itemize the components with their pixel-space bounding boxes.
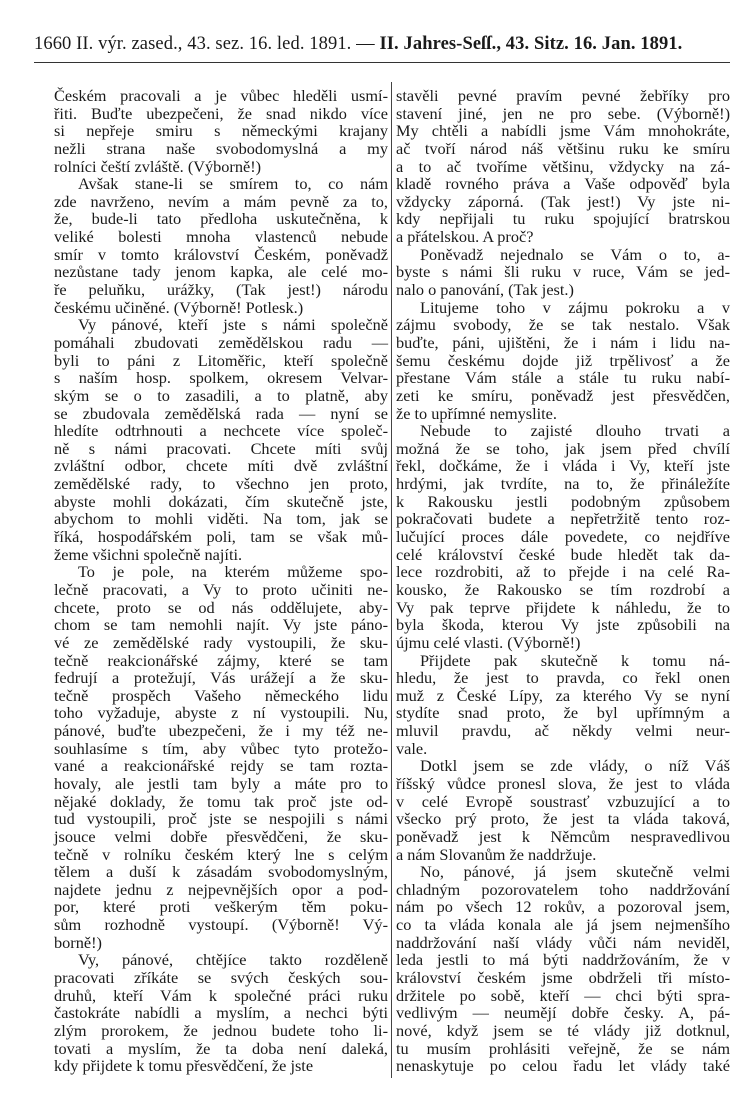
text-line: Poněvadž nejednalo se Vám o to, a- <box>420 244 730 264</box>
text-line: Českém pracovali a je vůbec hleděli usmí- <box>54 86 388 105</box>
column-divider <box>391 82 392 1078</box>
running-header <box>34 34 728 55</box>
text-line: Vy pánové, kteří jste s námi společně <box>78 315 388 335</box>
text-line: chom se tam nemohli najít. Vy jste páno- <box>54 615 388 635</box>
text-line: byste s námi šli ruku v ruce, Vám se jed- <box>396 262 730 282</box>
text-line: My chtěli a nabídli jsme Vám mnohokráte, <box>396 121 730 141</box>
text-line: lece rozdrobiti, až to přejde i na celé Ra- <box>396 562 730 582</box>
text-line: říká, hospodářském poli, tam se však mů- <box>54 527 388 547</box>
text-line: nenaskytuje po celou řadu let vlády také <box>396 1056 730 1076</box>
text-line: řekl, dočkáme, že i vláda i Vy, kteří jste <box>396 456 730 476</box>
text-line: No, pánové, já jsem skutečně velmi <box>420 862 730 882</box>
text-line: Avšak stane-li se smírem to, co nám <box>78 174 388 194</box>
text-line: byla škoda, kterou Vy jste způsobili na <box>396 615 730 635</box>
text-line: hovaly, ale jestli tam byly a máte pro to <box>54 773 388 793</box>
text-line: pokračovati budete a nepřetržitě tento roz- <box>396 509 730 529</box>
text-line: vedlivým — neumějí dobře česky. A, pá- <box>396 1003 730 1023</box>
text-line: tovati a myslím, že ta doba není daleká, <box>54 1038 388 1058</box>
text-line: možná že se toho, jak jsem před chvílí <box>396 438 730 458</box>
right-column <box>396 87 730 1075</box>
text-line: nalo o panování, (Tak jest.) <box>396 280 574 300</box>
text-line: tělem a duší k zásadám svobodomyslným, <box>54 862 388 882</box>
text-line: ským se o to zasadili, a to platně, aby <box>54 385 388 405</box>
text-line: To je pole, na kterém můžeme spo- <box>78 562 388 582</box>
text-line: a nám Slovanům že naddržuje. <box>396 844 597 864</box>
text-line: ač tvoří národ náš většinu ruku ke smíru <box>396 138 730 158</box>
text-line: království českém jsme obdrželi tři místo- <box>396 968 730 988</box>
text-line: k Rakousku jestli podobným způsobem <box>396 491 730 511</box>
text-line: stydíte snad proto, že byl upřímným a <box>396 703 730 723</box>
text-line: abychom to mohli viděti. Na tom, jak se <box>54 509 388 529</box>
text-line: říšský vůdce pronesl slova, že jest to vláda <box>396 773 730 793</box>
text-line: buďte, páni, ujištěni, že i nám i lidu na- <box>396 332 730 352</box>
text-line: zeti ke smíru, poněvadž jest přesvědčen, <box>396 385 730 405</box>
text-line: s naším hosp. spolkem, okresem Velvar- <box>54 368 388 388</box>
text-line: všecko prý proto, že jest ta vláda taková, <box>396 809 730 829</box>
text-line: Vy, pánové, chtějíce takto rozděleně <box>78 950 388 970</box>
text-line: zájmu svobody, že se tak nestalo. Však <box>396 315 730 335</box>
text-line: stavení jiné, jen ne pro sebe. (Výborně!) <box>396 103 730 123</box>
text-line: ře peluňku, urážky, (Tak jest!) národu <box>54 280 388 300</box>
text-line: Nebude to zajisté dlouho trvati a <box>420 421 730 441</box>
text-line: zlým prorokem, že jednou budete toho li- <box>54 1020 388 1040</box>
text-line: druhů, kteří Vám k společné práci ruku <box>54 985 388 1005</box>
text-line: hledu, že jest to pravda, co řekl onen <box>396 668 730 688</box>
text-line: ně s námi pracovati. Chcete míti svůj <box>54 438 388 458</box>
text-line: v celé Evropě soustrasť vzbuzující a to <box>396 791 730 811</box>
text-line: tu musím prohlásiti veřejně, že se nám <box>396 1038 730 1058</box>
text-line: žeme všichni společně najíti. <box>54 544 243 564</box>
text-line: že, bude-li tato předloha uskutečněna, k <box>54 209 388 229</box>
text-line: si nepřeje smiru s německými krajany <box>54 121 388 141</box>
text-line: por, které proti veškerým těm poku- <box>54 897 388 917</box>
text-line: souhlasíme s tím, aby vůbec tyto protežo- <box>54 738 388 758</box>
text-line: vždycky záporná. (Tak jest!) Vy jste ni- <box>396 191 730 211</box>
text-line: naddržování naší vlády vůči nám neviděl, <box>396 932 730 952</box>
text-line: Přijdete pak skutečně k tomu ná- <box>420 650 730 670</box>
text-line: nové, když jsem se té vlády již dotknul, <box>396 1020 730 1040</box>
text-line: vé ze zemědělské rady vystoupili, že sku- <box>54 632 388 652</box>
text-line: kdy nepřijali tu ruku spojující bratrskou <box>396 209 730 229</box>
text-line: nějaké doklady, že tomu tak proč jste od- <box>54 791 388 811</box>
text-line: a to ač tvoříme většinu, vždycky na zá- <box>396 156 730 176</box>
text-line: borně!) <box>54 932 102 952</box>
text-line: nezůstane tady jenom kapka, ale celé mo- <box>54 262 388 282</box>
text-line: že to upřímné nemyslite. <box>396 403 557 423</box>
text-line: pánové, buďte ubezpečeni, že i my též ne- <box>54 721 388 741</box>
text-line: zemědělské rady, to všechno jen proto, <box>54 474 388 494</box>
text-line: stavěli pevné pravím pevné žebříky pro <box>396 86 730 105</box>
text-line: byli to páni z Litoměřic, kteří společně <box>54 350 388 370</box>
text-line: vané a reakcionářské rejdy se tam rozta- <box>54 756 388 776</box>
text-line: rolníci čeští zvláště. (Výborně!) <box>54 156 262 176</box>
text-line: co ta vláda konala ale já jsem nejmenšího <box>396 915 730 935</box>
text-line: pracovati zříkáte se svých českých sou- <box>54 968 388 988</box>
text-line: kousko, že Rakousko se tím rozdrobí a <box>396 579 730 599</box>
header-german: II. Jahres-Seſſ., 43. Sitz. 16. Jan. 1891. <box>379 34 683 54</box>
text-line: chcete, proto se od nás oddělujete, aby- <box>54 597 388 617</box>
text-line: a přátelskou. A proč? <box>396 227 534 247</box>
text-line: zvláštní odbor, chcete míti dvě zvláštní <box>54 456 388 476</box>
text-line: lučující proces dále povedete, co nejdříve <box>396 527 730 547</box>
text-line: Dotkl jsem se zde vlády, o níž Váš <box>420 756 730 776</box>
text-line: řiti. Buďte ubezpečeni, že snad nikdo více <box>54 103 388 123</box>
text-line: chladným pozorovatelem toho naddržování <box>396 879 730 899</box>
left-column <box>54 87 388 1075</box>
text-line: častokráte nabídli a myslím, a nechci býti <box>54 1003 388 1023</box>
text-line: tečně v rolníku českém který lne s celým <box>54 844 388 864</box>
text-line: pomáhali zbudovati zemědělskou radu — <box>54 332 388 352</box>
text-line: kdy přijdete k tomu přesvědčení, že jste <box>54 1056 314 1076</box>
text-line: mluvil pravdu, ač někdy velmi neur- <box>396 721 730 741</box>
text-line: tečně reakcionářské zájmy, které se tam <box>54 650 388 670</box>
text-line: Vy pak teprve přijdete k náhledu, že to <box>396 597 730 617</box>
text-line: smír v tomto království Českém, poněvadž <box>54 244 388 264</box>
text-line: Litujeme toho v zájmu pokroku a v <box>420 297 730 317</box>
text-line: šemu českému dojde již trpělivosť a že <box>396 350 730 370</box>
text-line: vale. <box>396 738 428 758</box>
text-line: přestane Vám stále a stále tu ruku nabí- <box>396 368 730 388</box>
text-line: českému učiněné. (Výborně! Potlesk.) <box>54 297 304 317</box>
text-line: se zbudovala zemědělská rada — nyní se <box>54 403 388 423</box>
text-line: držitele po sobě, kteří — chci býti spra- <box>396 985 730 1005</box>
text-line: tud vystoupili, proč jste se nespojili s námi <box>54 809 388 829</box>
header-rule <box>34 62 730 63</box>
text-line: újmu celé vlasti. (Výborně!) <box>396 632 581 652</box>
text-line: hledíte odtrhnouti a nechcete více společ- <box>54 421 388 441</box>
text-line: kladě rovného práva a Vaše odpověď byla <box>396 174 730 194</box>
text-line: lečně pracovati, a Vy to proto učiniti ne- <box>54 579 388 599</box>
text-line: fedrují a protežují, Vás urážejí a že sku- <box>54 668 388 688</box>
text-line: veliké bolesti mnoha vlastenců nebude <box>54 227 388 247</box>
text-line: celé království české bude hledět tak da- <box>396 544 730 564</box>
text-line: nám po všech 12 rokův, a pozoroval jsem, <box>396 897 730 917</box>
text-line: hrdými, jak tvrdíte, na to, že přináležíte <box>396 474 730 494</box>
text-line: najdete jednu z nejpevnějších opor a pod- <box>54 879 388 899</box>
text-line: nežli strana naše svobodomyslná a my <box>54 138 388 158</box>
text-line: muž z České Lípy, za kterého Vy se nyní <box>396 685 730 705</box>
text-line: leda jestli to má býti naddržováním, že v <box>396 950 730 970</box>
text-line: abyste mohli dokázati, čím skutečně jste, <box>54 491 388 511</box>
text-line: sům rozhodně vystoupí. (Výborně! Vý- <box>54 915 388 935</box>
text-line: jsouce velmi dobře přesvědčeni, že sku- <box>54 826 388 846</box>
header-czech: 1660 II. výr. zased., 43. sez. 16. led. 1891. — <box>34 34 375 54</box>
text-line: zde navrženo, nevím a mám pevně za to, <box>54 191 388 211</box>
text-line: toho vyžaduje, abyste z ní vystoupili. Nu, <box>54 703 388 723</box>
text-line: tečně prospěch Vašeho německého lidu <box>54 685 388 705</box>
text-line: poněvadž jest k Němcům nespravedlivou <box>396 826 730 846</box>
